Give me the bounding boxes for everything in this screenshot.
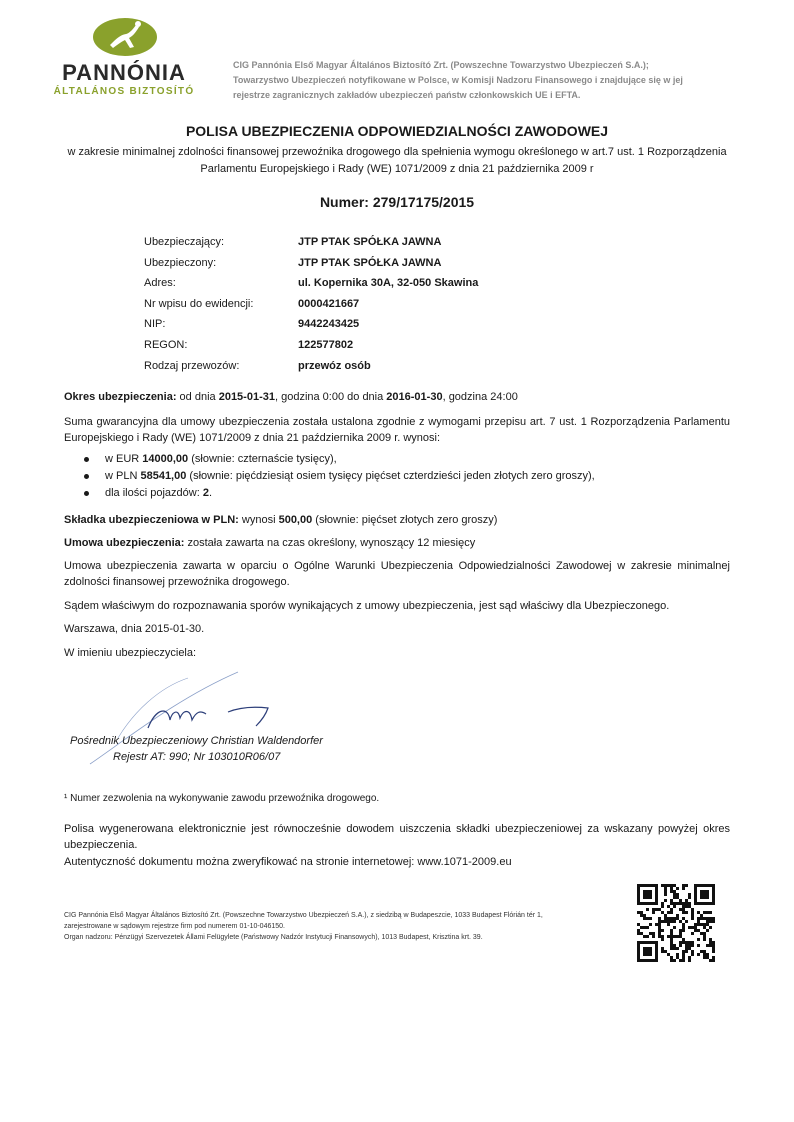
insurer-note-line: rejestrze zagranicznych zakładów ubezpieczeń państw członkowskich UE i EFTA. <box>233 90 581 100</box>
period-label: Okres ubezpieczenia: <box>64 391 177 403</box>
logo-wordmark: PANNÓNIA <box>62 60 186 85</box>
bullet-icon <box>84 457 89 462</box>
period-text: , godzina 24:00 <box>442 391 518 403</box>
contract-term <box>64 535 730 551</box>
policy-number: Numer: 279/17175/2015 <box>319 194 475 210</box>
info-row-transport-type <box>144 356 478 377</box>
insurer-note-line: Towarzystwo Ubezpieczeń notyfikowane w Polsce, w Komisji Nadzoru Finansowego i znajdujące się w jej <box>233 75 683 85</box>
jurisdiction: Sądem właściwym do rozpoznawania sporów wynikających z umowy ubezpieczenia, jest sąd właściwy dla Ubezpieczonego. <box>64 600 670 612</box>
contract-label: Umowa ubezpieczenia: <box>64 537 185 549</box>
premium <box>64 512 730 528</box>
info-value: 9442243425 <box>298 318 360 331</box>
info-value: JTP PTAK SPÓŁKA JAWNA <box>298 256 442 269</box>
info-row-nip <box>144 314 478 335</box>
qr-code-icon <box>637 884 715 962</box>
period-text: , godzina 0:00 do dnia <box>274 391 387 403</box>
electronic-policy-note: Polisa wygenerowana elektronicznie jest równocześnie dowodem uiszczenia składki ubezpieczeniowej za wskazany powyżej okres ubezpieczenia. <box>64 823 730 851</box>
premium-label: Składka ubezpieczeniowa w PLN: <box>64 514 239 526</box>
info-label: Rodzaj przewozów: <box>144 359 240 372</box>
info-label: Ubezpieczający: <box>144 236 225 248</box>
signatory-registry: Rejestr AT: 990; Nr 103010R06/07 <box>113 751 281 763</box>
info-row-registry <box>144 294 478 315</box>
document-subtitle: w zakresie minimalnej zdolności finansowej przewoźnika drogowego dla spełnienia wymogu określonego w art.7 ust. 1 Rozporządzenia Parlamentu Europejskiego i Rady (WE) 1071/2009 z dnia 21 października 2009 r <box>67 146 727 175</box>
premium-value: 500,00 <box>278 514 313 526</box>
info-value: przewóz osób <box>298 359 371 372</box>
footer-line: CIG Pannónia Első Magyar Általános Biztosító Zrt. (Powszechne Towarzystwo Ubezpieczeń S.A.), z siedzibą w Budapeszcie, 1033 Budapest Flórián tér 1, <box>64 912 543 919</box>
bullet-text: dla ilości pojazdów: 2. <box>105 487 213 499</box>
info-row-insurer <box>144 232 478 253</box>
insurance-period <box>64 389 730 405</box>
info-label: NIP: <box>144 318 166 331</box>
contract-text: została zawarta na czas określony, wynoszący 12 miesięcy <box>184 537 476 549</box>
info-row-address <box>144 273 478 294</box>
policy-info-table <box>144 232 478 376</box>
logo-subtitle: ÁLTALÁNOS BIZTOSÍTÓ <box>53 86 195 97</box>
info-label: Adres: <box>144 277 176 290</box>
period-text: od dnia <box>176 391 219 403</box>
footer-line: Organ nadzoru: Pénzügyi Szervezetek Állami Felügylete (Państwowy Nadzór Instytucji Finansowych), 1013 Budapest, Krisztina krt. 39. <box>64 934 483 941</box>
period-from: 2015-01-31 <box>218 391 275 403</box>
info-value: 0000421667 <box>298 297 360 310</box>
document-title: POLISA UBEZPIECZENIA ODPOWIEDZIALNOŚCI ZAWODOWEJ <box>185 123 609 139</box>
bullet-text: w EUR 14000,00 (słownie: czternaście tysięcy), <box>105 453 337 465</box>
footnote: ¹ Numer zezwolenia na wykonywanie zawodu przewoźnika drogowego. <box>64 793 380 804</box>
company-footer <box>64 910 624 943</box>
info-label: Nr wpisu do ewidencji: <box>144 297 254 310</box>
premium-text: (słownie: pięćset złotych zero groszy) <box>312 514 498 526</box>
info-row-regon <box>144 335 478 356</box>
signatory-name: Pośrednik Ubezpieczeniowy Christian Waldendorfer <box>70 735 323 747</box>
list-item <box>84 485 595 502</box>
period-to: 2016-01-30 <box>386 391 443 403</box>
sum-insured-intro: Suma gwarancyjna dla umowy ubezpieczenia została ustalona zgodnie z wymogami przepisu art. 7 ust. 1 Rozporządzenia Parlamentu Europejskiego i Rady (WE) 1071/2009 z dnia 21 października 2009 r. wynosi: <box>64 416 730 444</box>
info-value: ul. Kopernika 30A, 32-050 Skawina <box>298 277 479 290</box>
place-date: Warszawa, dnia 2015-01-30. <box>64 623 205 635</box>
pannonia-logo-icon <box>92 17 158 57</box>
premium-text: wynosi <box>238 514 279 526</box>
info-label: REGON: <box>144 338 188 351</box>
info-label: Ubezpieczony: <box>144 256 217 269</box>
list-item <box>84 451 595 468</box>
list-item <box>84 468 595 485</box>
info-value: 122577802 <box>298 338 354 351</box>
verification-note: Autentyczność dokumentu można zweryfikować na stronie internetowej: www.1071-2009.eu <box>64 856 512 868</box>
sum-insured-list <box>84 451 595 502</box>
bullet-text: w PLN 58541,00 (słownie: pięćdziesiąt osiem tysięcy pięćset czterdzieści jeden złotych zero groszy), <box>105 470 595 482</box>
general-conditions: Umowa ubezpieczenia zawarta w oparciu o Ogólne Warunki Ubezpieczenia Odpowiedzialności Zawodowej w zakresie minimalnej zdolności finansowej przewoźnika drogowego. <box>64 560 730 588</box>
insurer-header-note <box>233 58 753 103</box>
footer-line: zarejestrowane w sądowym rejestrze firm pod numerem 01-10-046150. <box>64 923 285 930</box>
bullet-icon <box>84 491 89 496</box>
info-value: JTP PTAK SPÓŁKA JAWNA <box>298 236 442 248</box>
info-row-insured <box>144 253 478 274</box>
on-behalf-label: W imieniu ubezpieczyciela: <box>64 647 197 659</box>
insurer-note-line: CIG Pannónia Első Magyar Általános Biztosító Zrt. (Powszechne Towarzystwo Ubezpieczeń S.A.); <box>233 60 649 70</box>
bullet-icon <box>84 474 89 479</box>
